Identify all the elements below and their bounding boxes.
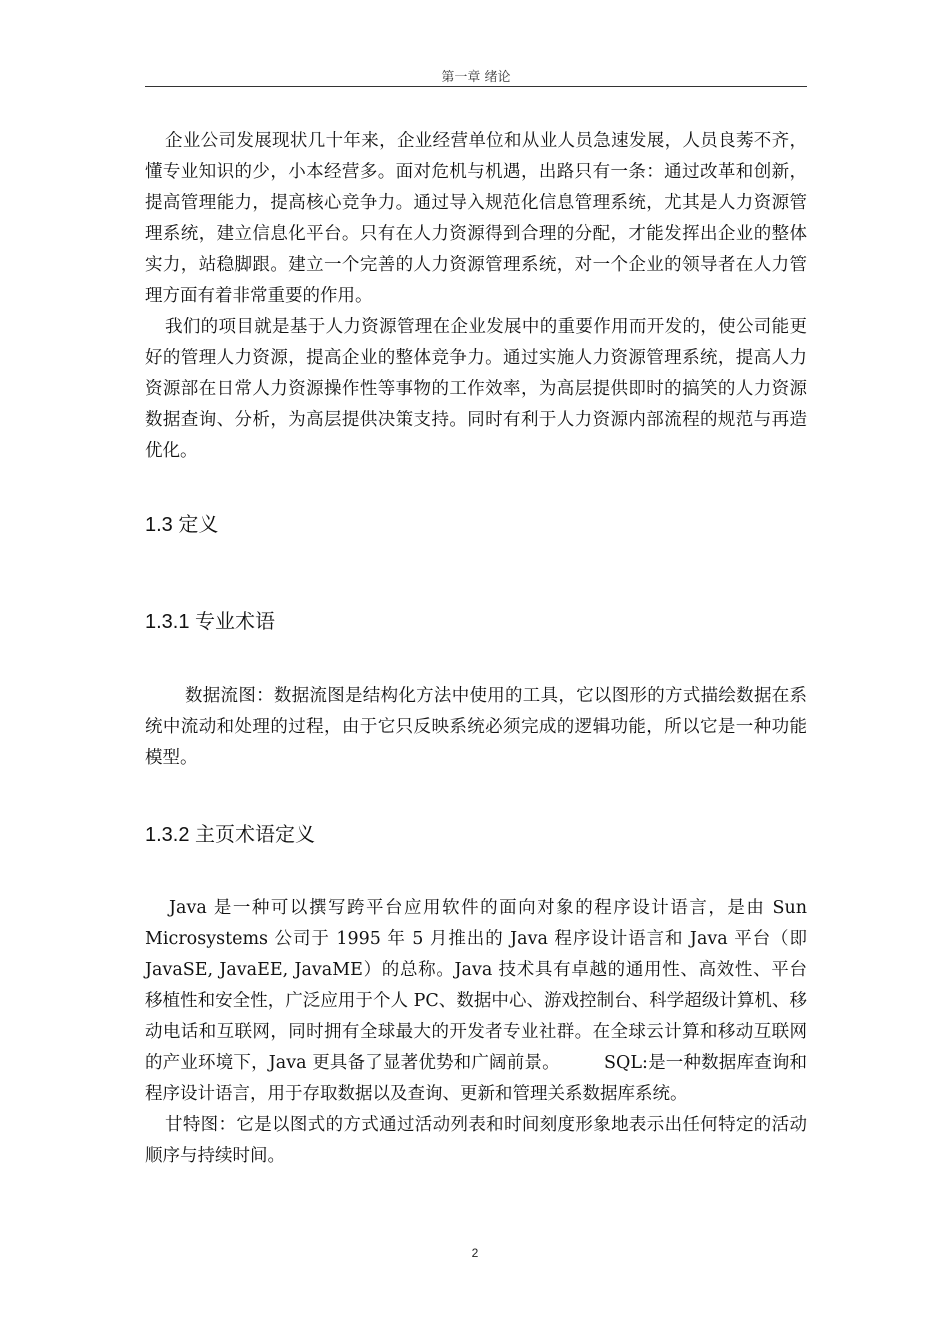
section-heading-1-3: 1.3 定义 [145, 514, 219, 536]
java-sql-definition-paragraph: Java 是一种可以撰写跨平台应用软件的面向对象的程序设计语言，是由 Sun Microsystems 公司于 1995 年 5 月推出的 Java 程序设计语言和 Java 平台（即 JavaSE, JavaEE, JavaME）的总称。Java 技术具有卓越的通用性、高效性、平台移植性和安全性，广泛应用于个人 PC、数据中心、游戏控制台、科学超级计算机、移动电话和互联网，同时拥有全球最大的开发者专业社群。在全球云计算和移动互联网的产业环境下，Java 更具备了显著优势和广阔前景。 SQL:是一种数据库查询和程序设计语言，用于存取数据以及查询、更新和管理关系数据库系统。 [145, 898, 807, 1104]
intro-paragraph-1: 企业公司发展现状几十年来，企业经营单位和从业人员急速发展，人员良莠不齐，懂专业知识的少，小本经营多。面对危机与机遇，出路只有一条：通过改革和创新，提高管理能力，提高核心竞争力。通过导入规范化信息管理系统，尤其是人力资源管理系统，建立信息化平台。只有在人力资源得到合理的分配，才能发挥出企业的整体实力，站稳脚跟。建立一个完善的人力资源管理系统，对一个企业的领导者在人力管理方面有着非常重要的作用。 [145, 131, 807, 306]
running-header: 第一章 绪论 [441, 70, 511, 85]
term-text-block [145, 681, 807, 774]
dataflow-definition-paragraph: 数据流图：数据流图是结构化方法中使用的工具，它以图形的方式描绘数据在系统中流动和处理的过程，由于它只反映系统必须完成的逻辑功能，所以它是一种功能模型。 [145, 686, 807, 768]
section-heading-1-3-2: 1.3.2 主页术语定义 [145, 824, 316, 846]
page-number: 2 [471, 1246, 479, 1260]
header-rule [145, 86, 807, 87]
intro-paragraph-2: 我们的项目就是基于人力资源管理在企业发展中的重要作用而开发的，使公司能更好的管理人力资源，提高企业的整体竞争力。通过实施人力资源管理系统，提高人力资源部在日常人力资源操作性等事物的工作效率，为高层提供即时的搞笑的人力资源数据查询、分析，为高层提供决策支持。同时有利于人力资源内部流程的规范与再造优化。 [145, 317, 807, 461]
gantt-definition-paragraph: 甘特图：它是以图式的方式通过活动列表和时间刻度形象地表示出任何特定的活动顺序与持续时间。 [145, 1115, 807, 1166]
intro-text-block [145, 126, 807, 467]
section-heading-1-3-1: 1.3.1 专业术语 [145, 611, 276, 633]
homepage-terms-block [145, 893, 807, 1172]
